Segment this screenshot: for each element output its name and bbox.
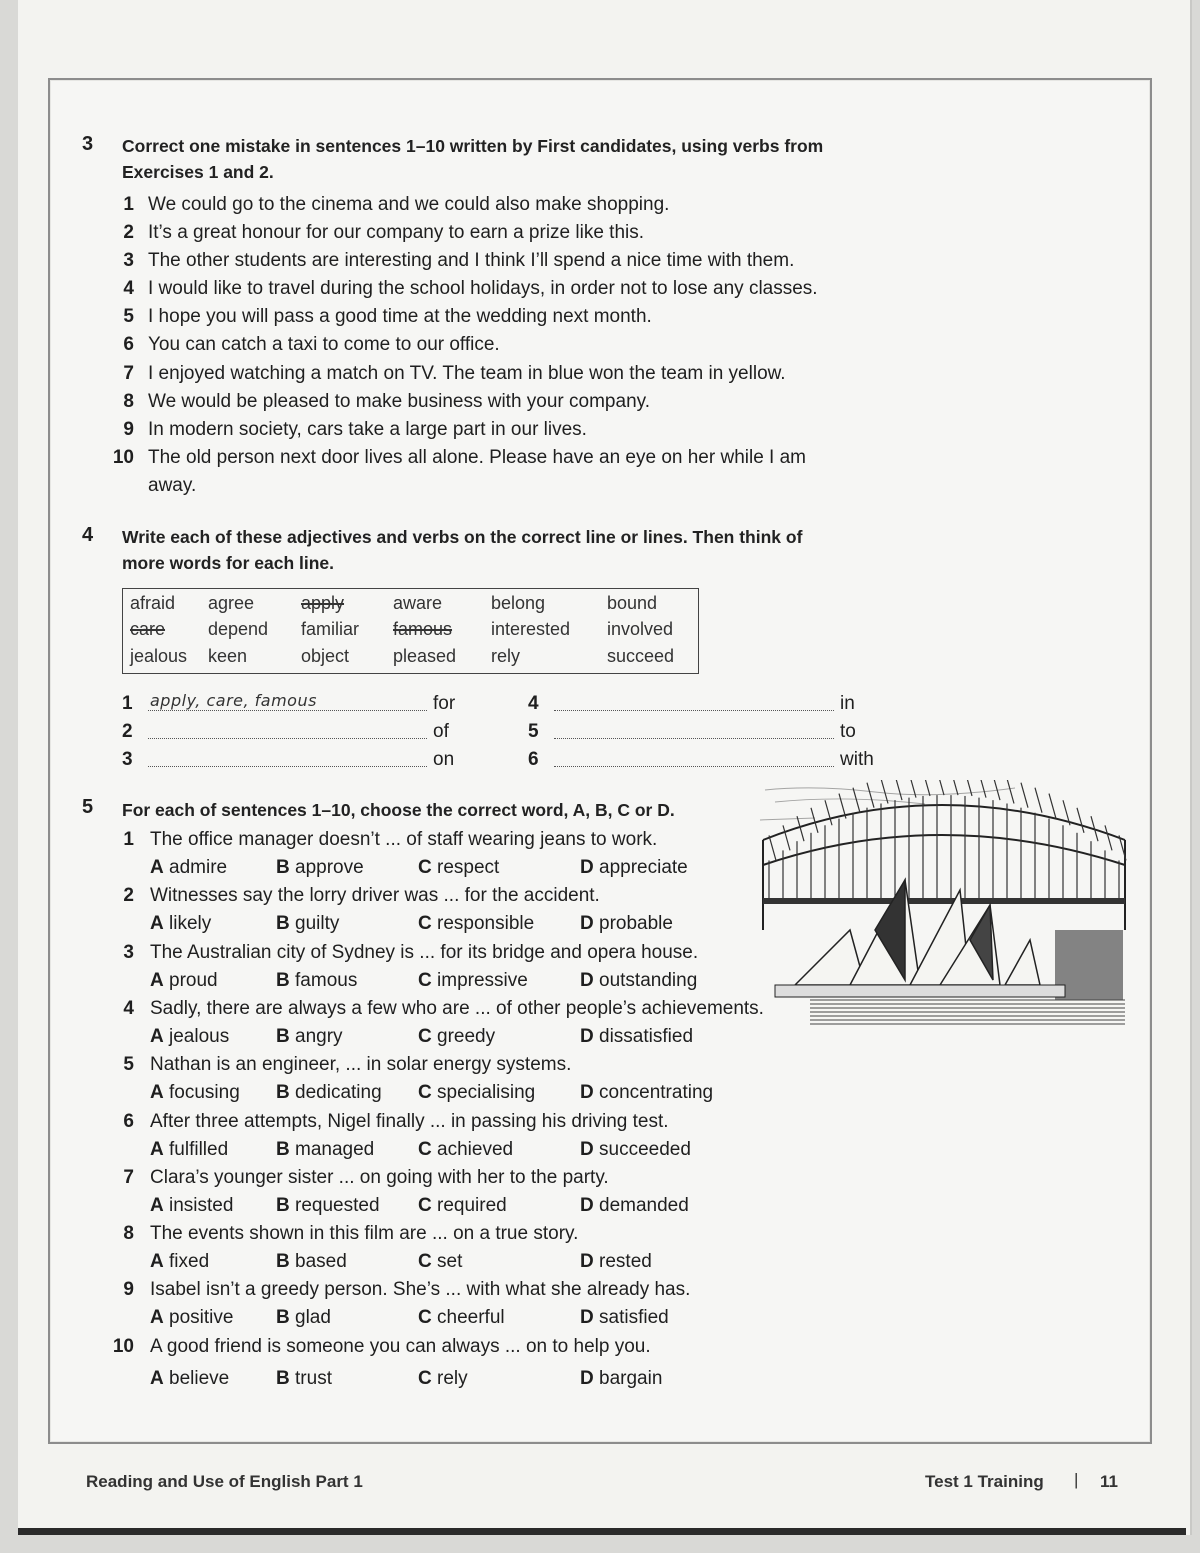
- answer-option: [580, 970, 697, 992]
- word-box-word: interested: [491, 619, 571, 639]
- answer-line-number: 2: [122, 721, 133, 742]
- option-letter: A: [150, 1194, 164, 1216]
- option-text: managed: [295, 1138, 375, 1160]
- exercise-3-instruction-line2: Exercises 1 and 2.: [122, 162, 274, 182]
- word-box-word: care: [130, 619, 166, 639]
- option-letter: D: [580, 857, 594, 878]
- option-text: trust: [295, 1367, 332, 1389]
- answer-option: [276, 1026, 343, 1048]
- answer-option: [276, 857, 364, 879]
- answer-option: [580, 1368, 662, 1390]
- sentence-text: In modern society, cars take a large part in our lives.: [148, 419, 587, 440]
- question-text: The Australian city of Sydney is ... for its bridge and opera house.: [150, 941, 699, 963]
- option-letter: D: [580, 1251, 594, 1273]
- answer-option: [418, 1082, 535, 1104]
- option-text: rely: [437, 1367, 468, 1389]
- exercise-4-instruction-line2: more words for each line.: [122, 553, 334, 573]
- option-text: greedy: [437, 1025, 496, 1047]
- question-item: [100, 1167, 820, 1195]
- sentence-number: 9: [123, 419, 134, 440]
- sentence-item: [112, 444, 892, 472]
- option-text: succeeded: [599, 1138, 691, 1160]
- option-letter: C: [418, 1025, 432, 1047]
- answer-preposition: for: [433, 693, 456, 714]
- word-box-word: familiar: [301, 619, 360, 639]
- answer-option: [580, 1307, 669, 1329]
- option-letter: D: [580, 1082, 594, 1104]
- option-letter: B: [276, 857, 290, 878]
- question-number: 6: [123, 1110, 134, 1132]
- question-item: [100, 1279, 820, 1307]
- option-letter: C: [418, 1251, 432, 1273]
- sentence-item: [112, 247, 892, 275]
- sentence-text: away.: [148, 475, 197, 496]
- question-number: 4: [123, 997, 134, 1019]
- option-text: fixed: [169, 1251, 210, 1273]
- sydney-harbour-illustration: [755, 780, 1130, 1030]
- option-text: rested: [599, 1251, 652, 1273]
- question-item: [100, 829, 820, 857]
- option-text: approve: [295, 857, 364, 878]
- question-text: Nathan is an engineer, ... in solar energy systems.: [150, 1054, 572, 1076]
- answer-option: [580, 1082, 713, 1104]
- question-item: [100, 942, 820, 970]
- answer-option: [580, 1026, 693, 1048]
- answer-option: [580, 1251, 652, 1273]
- answer-option: [580, 913, 673, 935]
- answer-preposition: on: [433, 749, 455, 770]
- footer-separator: |: [1074, 1470, 1079, 1489]
- option-text: requested: [295, 1194, 380, 1216]
- answer-option: [150, 1251, 209, 1273]
- sentence-number: 3: [123, 250, 134, 271]
- answer-option: [150, 970, 218, 992]
- sentence-text: I hope you will pass a good time at the wedding next month.: [148, 306, 652, 327]
- answer-option: [150, 1368, 229, 1390]
- answer-option: [276, 913, 339, 935]
- answer-option: [580, 1139, 691, 1161]
- sentence-item: [112, 331, 892, 359]
- answer-option: [150, 1026, 229, 1048]
- page-edge-shadow: [18, 1528, 1186, 1535]
- answer-option: [276, 1195, 380, 1217]
- question-text: Sadly, there are always a few who are ... of other people’s achievements.: [150, 997, 764, 1019]
- option-letter: C: [418, 857, 432, 878]
- option-letter: A: [150, 1138, 164, 1160]
- answer-option: [276, 1139, 374, 1161]
- answer-option: [276, 1251, 347, 1273]
- exercise-5-number: 5: [82, 796, 94, 818]
- answer-option: [418, 1195, 507, 1217]
- answer-option: [150, 1082, 240, 1104]
- question-number: 5: [123, 1054, 134, 1076]
- option-text: impressive: [437, 969, 528, 991]
- option-text: based: [295, 1251, 347, 1273]
- answer-line-number: 3: [122, 749, 133, 770]
- sentence-item: [112, 416, 892, 444]
- option-letter: B: [276, 969, 290, 991]
- answer-option: [276, 1082, 382, 1104]
- answer-blank: [554, 738, 834, 739]
- sentence-item: [112, 275, 892, 303]
- option-text: responsible: [437, 913, 535, 935]
- option-text: admire: [169, 857, 228, 878]
- option-letter: A: [150, 857, 164, 878]
- footer-section-title: Reading and Use of English Part 1: [86, 1472, 363, 1491]
- answer-line-number: 6: [528, 749, 539, 770]
- option-letter: B: [276, 1194, 290, 1216]
- option-letter: D: [580, 1194, 594, 1216]
- option-letter: C: [418, 913, 432, 935]
- sentence-text: The other students are interesting and I think I’ll spend a nice time with them.: [148, 250, 795, 271]
- sentence-number: 7: [123, 363, 134, 384]
- option-letter: B: [276, 1025, 290, 1047]
- question-number: 8: [123, 1223, 134, 1245]
- question-text: Clara’s younger sister ... on going with her to the party.: [150, 1166, 609, 1188]
- option-text: angry: [295, 1025, 343, 1047]
- option-text: outstanding: [599, 969, 698, 991]
- word-box-word: agree: [208, 593, 255, 613]
- answer-option: [418, 1368, 468, 1390]
- option-text: bargain: [599, 1367, 663, 1389]
- exercise-4-number: 4: [82, 524, 94, 546]
- option-letter: A: [150, 969, 164, 991]
- option-letter: D: [580, 1307, 594, 1329]
- option-text: famous: [295, 969, 358, 991]
- question-item: [100, 885, 820, 913]
- option-letter: C: [418, 1307, 432, 1329]
- option-letter: A: [150, 913, 164, 935]
- answer-line-number: 4: [528, 693, 539, 714]
- sentence-number: 6: [123, 334, 134, 355]
- question-text: Isabel isn’t a greedy person. She’s ... with what she already has.: [150, 1279, 691, 1301]
- answer-option: [150, 1139, 228, 1161]
- answer-option: [276, 1368, 332, 1390]
- option-text: satisfied: [599, 1307, 669, 1329]
- option-letter: D: [580, 1025, 594, 1047]
- option-letter: C: [418, 969, 432, 991]
- sentence-item: [112, 303, 892, 331]
- question-number: 2: [123, 885, 134, 907]
- word-box-word: rely: [491, 646, 521, 666]
- question-number: 3: [123, 941, 134, 963]
- sentence-text: We would be pleased to make business with your company.: [148, 391, 651, 412]
- question-text: A good friend is someone you can always ... on to help you.: [150, 1335, 651, 1357]
- option-letter: B: [276, 913, 290, 935]
- sentence-number: 8: [123, 391, 134, 412]
- option-text: believe: [169, 1367, 230, 1389]
- answer-option: [580, 857, 688, 879]
- word-box: [122, 588, 699, 674]
- word-box-word: famous: [393, 619, 453, 639]
- option-letter: B: [276, 1251, 290, 1273]
- option-letter: D: [580, 969, 594, 991]
- word-box-word: depend: [208, 619, 269, 639]
- answer-option: [580, 1195, 689, 1217]
- sentence-number: 4: [123, 278, 134, 299]
- answer-option: [276, 1307, 331, 1329]
- option-text: respect: [437, 857, 500, 878]
- word-box-word: afraid: [130, 593, 176, 613]
- exercise-3-number: 3: [82, 133, 94, 155]
- sentence-text: I enjoyed watching a match on TV. The team in blue won the team in yellow.: [148, 363, 786, 384]
- option-letter: A: [150, 1082, 164, 1104]
- sentence-number: 5: [123, 306, 134, 327]
- sentence-item: [112, 191, 892, 219]
- question-text: The events shown in this film are ... on a true story.: [150, 1223, 579, 1245]
- answer-preposition: in: [840, 693, 855, 714]
- option-letter: D: [580, 913, 594, 935]
- answer-blank: [554, 766, 834, 767]
- sentence-item: [112, 388, 892, 416]
- option-text: focusing: [169, 1082, 240, 1104]
- exercise-4-instruction: [122, 524, 902, 576]
- sentence-text: We could go to the cinema and we could also make shopping.: [148, 194, 670, 215]
- question-number: 10: [112, 1335, 134, 1357]
- option-letter: A: [150, 1367, 164, 1389]
- option-text: likely: [169, 913, 212, 935]
- option-text: specialising: [437, 1082, 536, 1104]
- answer-preposition: of: [433, 721, 449, 742]
- option-text: dissatisfied: [599, 1025, 694, 1047]
- option-text: insisted: [169, 1194, 234, 1216]
- sentence-item: [112, 360, 892, 388]
- option-text: concentrating: [599, 1082, 714, 1104]
- sentence-text: It’s a great honour for our company to earn a prize like this.: [148, 222, 645, 243]
- question-number: 1: [123, 829, 134, 850]
- option-letter: A: [150, 1307, 164, 1329]
- exercise-4-instruction-line1: Write each of these adjectives and verbs on the correct line or lines. Then think of: [122, 527, 803, 547]
- option-letter: C: [418, 1138, 432, 1160]
- answer-blank: [554, 710, 834, 711]
- answer-option: [150, 913, 211, 935]
- question-text: The office manager doesn’t ... of staff wearing jeans to work.: [150, 829, 658, 850]
- answer-blank: [148, 766, 427, 767]
- answer-option: [418, 913, 534, 935]
- option-text: dedicating: [295, 1082, 382, 1104]
- footer-test-label: Test 1 Training: [925, 1472, 1044, 1491]
- answer-option: [418, 1139, 513, 1161]
- question-item: [100, 1336, 820, 1364]
- word-box-word: involved: [607, 619, 674, 639]
- option-text: jealous: [169, 1025, 230, 1047]
- exercise-5-instruction: For each of sentences 1–10, choose the correct word, A, B, C or D.: [122, 800, 675, 820]
- word-box-word: jealous: [130, 646, 188, 666]
- question-item: [100, 998, 820, 1026]
- option-letter: D: [580, 1138, 594, 1160]
- question-item: [100, 1223, 820, 1251]
- answer-option: [150, 1195, 233, 1217]
- answer-preposition: to: [840, 721, 856, 742]
- option-text: demanded: [599, 1194, 689, 1216]
- exercise-3-instruction-line1: Correct one mistake in sentences 1–10 written by First candidates, using verbs from: [122, 136, 824, 156]
- sentence-continuation: [112, 472, 892, 500]
- word-box-word: apply: [301, 593, 345, 613]
- option-text: guilty: [295, 913, 340, 935]
- question-text: After three attempts, Nigel finally ... in passing his driving test.: [150, 1110, 669, 1132]
- page-number: 11: [1100, 1472, 1118, 1491]
- sentence-number: 1: [123, 194, 134, 215]
- question-number: 9: [123, 1279, 134, 1301]
- answer-line-number: 5: [528, 721, 539, 742]
- option-text: fulfilled: [169, 1138, 229, 1160]
- answer-option: [418, 1251, 462, 1273]
- answer-option: [150, 857, 227, 879]
- option-text: positive: [169, 1307, 234, 1329]
- option-letter: B: [276, 1307, 290, 1329]
- sentence-text: You can catch a taxi to come to our office.: [148, 334, 500, 355]
- answer-preposition: with: [840, 749, 874, 770]
- option-letter: C: [418, 1367, 432, 1389]
- option-letter: B: [276, 1138, 290, 1160]
- option-text: required: [437, 1194, 507, 1216]
- option-text: achieved: [437, 1138, 514, 1160]
- option-letter: C: [418, 1194, 432, 1216]
- sentence-number: 2: [123, 222, 134, 243]
- handwritten-answer: apply, care, famous: [150, 691, 317, 710]
- option-letter: C: [418, 1082, 432, 1104]
- question-item: [100, 1054, 820, 1082]
- answer-option: [418, 970, 528, 992]
- word-box-word: belong: [491, 593, 546, 613]
- answer-option: [418, 1307, 505, 1329]
- answer-option: [418, 1026, 495, 1048]
- option-text: proud: [169, 969, 218, 991]
- option-letter: A: [150, 1251, 164, 1273]
- sentence-text: The old person next door lives all alone. Please have an eye on her while I am: [148, 447, 807, 468]
- option-letter: D: [580, 1367, 594, 1389]
- word-box-word: succeed: [607, 646, 675, 666]
- option-text: cheerful: [437, 1307, 505, 1329]
- answer-blank: [148, 738, 427, 739]
- option-text: glad: [295, 1307, 331, 1329]
- question-text: Witnesses say the lorry driver was ... for the accident.: [150, 885, 600, 907]
- question-item: [100, 1111, 820, 1139]
- word-box-word: object: [301, 646, 350, 666]
- answer-line-number: 1: [122, 693, 133, 714]
- option-letter: B: [276, 1082, 290, 1104]
- option-letter: A: [150, 1025, 164, 1047]
- sentence-item: [112, 219, 892, 247]
- option-text: set: [437, 1251, 463, 1273]
- answer-option: [150, 1307, 233, 1329]
- word-box-word: pleased: [393, 646, 457, 666]
- word-box-word: aware: [393, 593, 443, 613]
- sentence-text: I would like to travel during the school holidays, in order not to lose any classes.: [148, 278, 818, 299]
- option-letter: B: [276, 1367, 290, 1389]
- question-number: 7: [123, 1166, 134, 1188]
- answer-blank: [148, 710, 427, 711]
- sentence-number: 10: [112, 447, 134, 468]
- word-box-word: keen: [208, 646, 248, 666]
- answer-option: [276, 970, 357, 992]
- word-box-word: bound: [607, 593, 658, 613]
- exercise-3-instruction: [122, 133, 902, 185]
- option-text: appreciate: [599, 857, 688, 878]
- option-text: probable: [599, 913, 673, 935]
- answer-option: [418, 857, 499, 879]
